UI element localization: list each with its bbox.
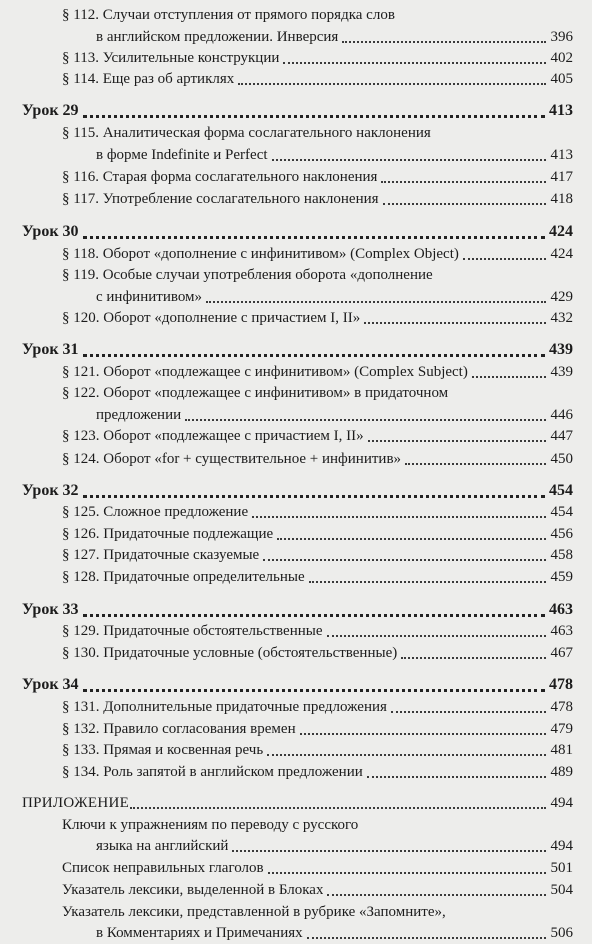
toc-page-number: 478 (549, 676, 573, 693)
toc-leader-dots (83, 674, 545, 692)
toc-entry-row (0, 307, 592, 329)
toc-entry-label: Урок 32 (22, 482, 79, 499)
toc-page-number: 479 (550, 721, 573, 737)
toc-entry-label: Урок 34 (22, 676, 79, 693)
toc-entry-label: Список неправильных глаголов (62, 860, 264, 876)
toc-entry-row (0, 718, 592, 740)
toc-page-number: 489 (550, 764, 573, 780)
toc-leader-dots (267, 739, 546, 756)
toc-leader-dots (327, 879, 546, 896)
toc-entry-label: § 132. Правило согласования времен (62, 721, 296, 737)
toc-entry-label: предложении (96, 407, 182, 423)
toc-lesson-row (0, 480, 592, 502)
toc-leader-dots (277, 523, 546, 540)
toc-leader-dots (83, 599, 545, 617)
toc-entry-row (0, 620, 592, 642)
toc-leader-dots (283, 47, 546, 64)
toc-leader-dots (130, 792, 546, 809)
toc-page-number: 429 (550, 289, 573, 305)
toc-page-number: 454 (550, 504, 573, 520)
toc-entry-label: Урок 29 (22, 102, 79, 119)
toc-leader-dots (238, 68, 546, 85)
toc-leader-dots (300, 718, 546, 735)
toc-entry-label: Урок 33 (22, 601, 79, 618)
toc-entry-label: Ключи к упражнениям по переводу с русского (62, 817, 359, 833)
toc-leader-dots (252, 501, 546, 518)
toc-entry-label: § 122. Оборот «подлежащее с инфинитивом» в придаточном (62, 385, 449, 401)
toc-leader-dots (391, 696, 546, 713)
toc-entry-label: § 121. Оборот «подлежащее с инфинитивом» (Complex Subject) (62, 364, 468, 380)
toc-entry-label: § 118. Оборот «дополнение с инфинитивом» (Complex Object) (62, 246, 459, 262)
toc-page-number: 459 (550, 569, 573, 585)
toc-entry-row (0, 448, 592, 470)
toc-page-number: 450 (550, 451, 573, 467)
toc-entry-row (0, 26, 592, 48)
toc-leader-dots (381, 166, 546, 183)
toc-entry-row (0, 361, 592, 383)
toc-entry-label: § 126. Придаточные подлежащие (62, 526, 274, 542)
toc-entry-row (0, 642, 592, 664)
toc-page-number: 463 (549, 601, 573, 618)
toc-page-number: 424 (550, 246, 573, 262)
toc-entry-label: § 130. Придаточные условные (обстоятельственные) (62, 645, 398, 661)
toc-leader-dots (405, 448, 546, 465)
toc-leader-dots (342, 26, 546, 43)
toc-page-number: 458 (550, 547, 573, 563)
toc-entry-row (0, 122, 592, 144)
toc-leader-dots (383, 188, 546, 205)
toc-entry-row (0, 835, 592, 857)
toc-entry-row (0, 696, 592, 718)
toc-entry-row (0, 739, 592, 761)
toc-entry-label: § 127. Придаточные сказуемые (62, 547, 260, 563)
toc-page-number: 506 (550, 925, 573, 941)
toc-entry-label: § 114. Еще раз об артиклях (62, 71, 235, 87)
toc-entry-label: § 131. Дополнительные придаточные предложения (62, 699, 387, 715)
toc-page-number: 418 (550, 191, 573, 207)
toc-leader-dots (83, 339, 545, 357)
toc-leader-dots (206, 286, 546, 303)
toc-lesson-row (0, 221, 592, 243)
toc-entry-label: с инфинитивом» (96, 289, 203, 305)
toc-lesson-row (0, 674, 592, 696)
toc-entry-row (0, 243, 592, 265)
toc-entry-label: § 115. Аналитическая форма сослагательного наклонения (62, 125, 431, 141)
toc-leader-dots (367, 761, 546, 778)
toc-entry-row (0, 404, 592, 426)
toc-leader-dots (364, 307, 546, 324)
toc-page-number: 405 (550, 71, 573, 87)
toc-entry-row (0, 4, 592, 26)
toc-leader-dots (272, 144, 546, 161)
toc-page-number: 494 (550, 795, 573, 811)
toc-entry-row (0, 47, 592, 69)
toc-entry-row (0, 814, 592, 836)
toc-entry-row (0, 523, 592, 545)
toc-page-number: 478 (550, 699, 573, 715)
toc-leader-dots (83, 100, 545, 118)
toc-entry-row (0, 425, 592, 447)
toc-entry-label: в форме Indefinite и Perfect (96, 147, 268, 163)
toc-page-number: 501 (550, 860, 573, 876)
toc-entry-row (0, 286, 592, 308)
toc-entry-label: § 123. Оборот «подлежащее с причастием I, II» (62, 428, 364, 444)
toc-page-number: 432 (550, 310, 573, 326)
toc-page-number: 454 (549, 482, 573, 499)
toc-entry-row (0, 166, 592, 188)
toc-entry-row (0, 501, 592, 523)
toc-entry-row (0, 857, 592, 879)
toc-entry-row (0, 264, 592, 286)
toc-page-number: 463 (550, 623, 573, 639)
toc-page-number: 467 (550, 645, 573, 661)
toc-appendix-row (0, 792, 592, 814)
toc-entry-label: § 117. Употребление сослагательного наклонения (62, 191, 379, 207)
toc-entry-row (0, 566, 592, 588)
toc-entry-row (0, 761, 592, 783)
toc-entry-label: языка на английский (96, 838, 229, 854)
toc-page-number: 413 (549, 102, 573, 119)
toc-page-number: 417 (550, 169, 573, 185)
toc-entry-label: § 116. Старая форма сослагательного наклонения (62, 169, 378, 185)
toc-page-number: 439 (549, 341, 573, 358)
toc-entry-label: § 134. Роль запятой в английском предложении (62, 764, 363, 780)
toc-page-number: 504 (550, 882, 573, 898)
toc-entry-row (0, 544, 592, 566)
toc-leader-dots (263, 544, 546, 561)
toc-leader-dots (83, 480, 545, 498)
toc-page-number: 481 (550, 742, 573, 758)
toc-leader-dots (268, 857, 546, 874)
toc-entry-label: § 128. Придаточные определительные (62, 569, 305, 585)
toc-page-number: 396 (550, 29, 573, 45)
toc-leader-dots (368, 425, 546, 442)
toc-leader-dots (232, 835, 546, 852)
toc-page-number: 424 (549, 223, 573, 240)
toc-leader-dots (307, 922, 546, 939)
toc-page-number: 447 (550, 428, 573, 444)
toc-page-number: 456 (550, 526, 573, 542)
toc-entry-label: ПРИЛОЖЕНИЕ (22, 795, 130, 811)
toc-page-number: 413 (550, 147, 573, 163)
toc-entry-label: в английском предложении. Инверсия (96, 29, 339, 45)
toc-lesson-row (0, 339, 592, 361)
toc-leader-dots (309, 566, 546, 583)
toc-entry-label: Указатель лексики, выделенной в Блоках (62, 882, 324, 898)
toc-entry-label: § 119. Особые случаи употребления оборота «дополнение (62, 267, 433, 283)
toc-lesson-row (0, 599, 592, 621)
toc-leader-dots (401, 642, 546, 659)
toc-leader-dots (83, 221, 545, 239)
toc-entry-label: Урок 31 (22, 341, 79, 358)
toc-entry-row (0, 901, 592, 923)
toc-entry-row (0, 922, 592, 944)
toc-entry-row (0, 879, 592, 901)
toc-leader-dots (185, 404, 546, 421)
toc-entry-row (0, 68, 592, 90)
toc-page-number: 439 (550, 364, 573, 380)
toc-entry-row (0, 382, 592, 404)
toc-lesson-row (0, 100, 592, 122)
toc-page-number: 402 (550, 50, 573, 66)
toc-entry-label: в Комментариях и Примечаниях (96, 925, 303, 941)
toc-entry-label: § 113. Усилительные конструкции (62, 50, 280, 66)
toc-entry-label: § 125. Сложное предложение (62, 504, 249, 520)
toc-entry-label: § 120. Оборот «дополнение с причастием I, II» (62, 310, 361, 326)
toc-entry-label: § 133. Прямая и косвенная речь (62, 742, 264, 758)
toc-leader-dots (327, 620, 546, 637)
toc-entry-label: § 129. Придаточные обстоятельственные (62, 623, 323, 639)
toc-entry-label: Указатель лексики, представленной в рубрике «Запомните», (62, 904, 446, 920)
toc-entry-row (0, 188, 592, 210)
toc-page-number: 446 (550, 407, 573, 423)
toc-entry-label: Урок 30 (22, 223, 79, 240)
toc-page-number: 494 (550, 838, 573, 854)
toc-entry-row (0, 144, 592, 166)
toc-entry-label: § 124. Оборот «for + существительное + инфинитив» (62, 451, 402, 467)
toc-entry-label: § 112. Случаи отступления от прямого порядка слов (62, 7, 395, 23)
